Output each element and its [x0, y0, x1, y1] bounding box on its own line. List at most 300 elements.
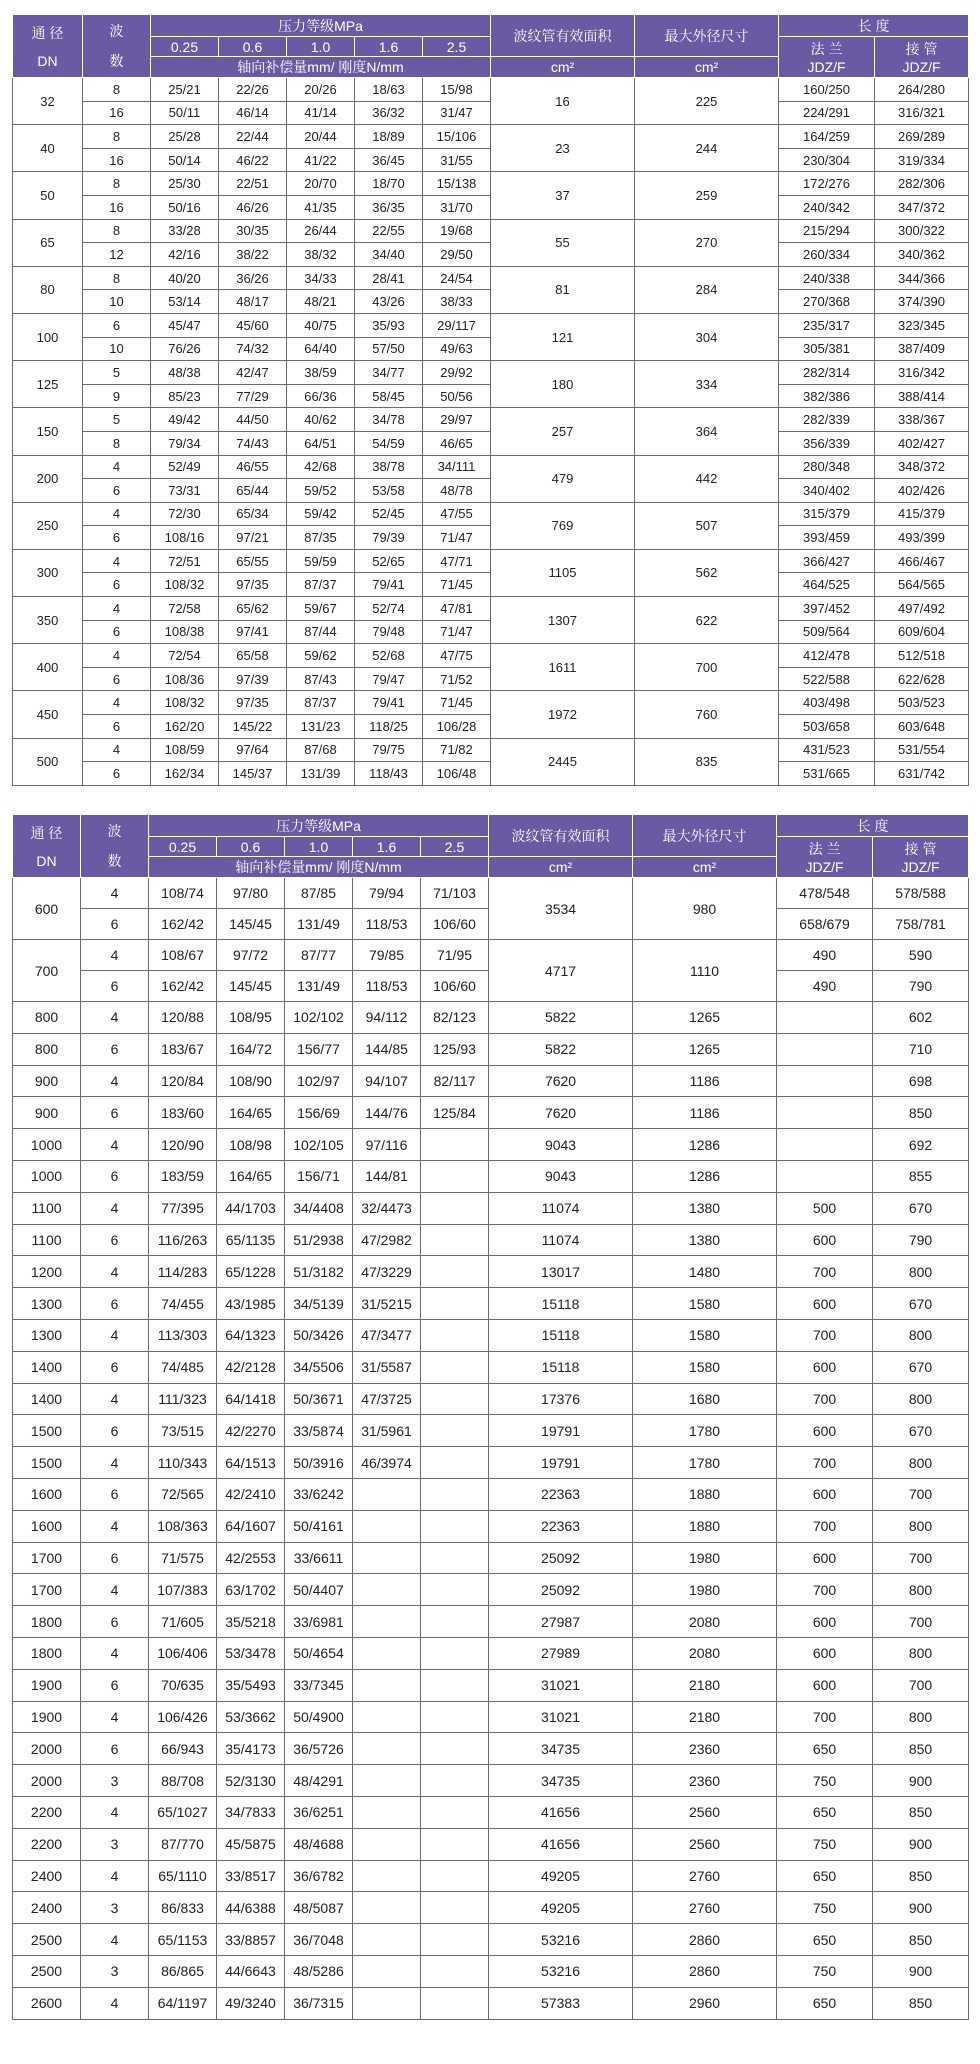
comp-stiffness-cell — [421, 1160, 489, 1192]
od-cell: 1380 — [633, 1224, 777, 1256]
table-row — [13, 78, 969, 102]
comp-stiffness-cell: 65/1027 — [149, 1796, 217, 1828]
table-row — [13, 1002, 969, 1034]
comp-stiffness-cell: 79/75 — [355, 738, 423, 762]
comp-stiffness-cell: 82/117 — [421, 1065, 489, 1097]
table-row — [13, 1574, 969, 1606]
waves-cell: 4 — [81, 1129, 149, 1161]
comp-stiffness-cell: 48/5087 — [285, 1892, 353, 1924]
dn-cell: 80 — [13, 266, 83, 313]
waves-cell: 6 — [81, 1542, 149, 1574]
area-unit: cm² — [491, 57, 635, 78]
comp-stiffness-cell: 74/485 — [149, 1351, 217, 1383]
comp-stiffness-cell: 74/32 — [219, 337, 287, 361]
pipe-length-cell: 402/426 — [875, 479, 969, 503]
comp-stiffness-cell: 87/77 — [285, 940, 353, 971]
flange-length-cell: 270/368 — [779, 290, 875, 314]
comp-stiffness-cell — [353, 1860, 421, 1892]
comp-stiffness-cell: 34/7833 — [217, 1796, 285, 1828]
comp-stiffness-cell — [421, 1987, 489, 2019]
dn-cell: 1900 — [13, 1669, 81, 1701]
area-cell: 257 — [491, 408, 635, 455]
comp-stiffness-cell: 144/85 — [353, 1033, 421, 1065]
comp-stiffness-cell: 29/50 — [423, 243, 491, 267]
flange-length-cell — [777, 1097, 873, 1129]
comp-stiffness-cell: 18/89 — [355, 125, 423, 149]
pressure-1.6: 1.6 — [355, 37, 423, 57]
comp-stiffness-cell: 53/14 — [151, 290, 219, 314]
waves-cell: 6 — [81, 1415, 149, 1447]
comp-stiffness-cell: 97/72 — [217, 940, 285, 971]
flange-length-cell: 397/452 — [779, 597, 875, 621]
dn-cell: 1000 — [13, 1129, 81, 1161]
comp-stiffness-cell: 118/25 — [355, 715, 423, 739]
comp-stiffness-cell: 41/14 — [287, 101, 355, 125]
area-cell: 9043 — [489, 1160, 633, 1192]
comp-stiffness-cell: 53/3662 — [217, 1701, 285, 1733]
comp-stiffness-cell: 42/2553 — [217, 1542, 285, 1574]
pipe-length-cell: 282/306 — [875, 172, 969, 196]
flange-length-cell: 382/386 — [779, 384, 875, 408]
dn-cell: 200 — [13, 455, 83, 502]
pipe-length-cell: 800 — [873, 1574, 969, 1606]
pipe-length-cell: 800 — [873, 1447, 969, 1479]
area-cell: 4717 — [489, 940, 633, 1002]
comp-stiffness-cell: 35/4173 — [217, 1733, 285, 1765]
comp-stiffness-cell — [353, 1828, 421, 1860]
table-row — [13, 1033, 969, 1065]
comp-stiffness-cell: 29/92 — [423, 361, 491, 385]
od-cell: 1780 — [633, 1447, 777, 1479]
comp-stiffness-cell: 50/16 — [151, 195, 219, 219]
comp-stiffness-cell: 79/85 — [353, 940, 421, 971]
comp-stiffness-cell: 97/41 — [219, 620, 287, 644]
comp-stiffness-cell: 15/106 — [423, 125, 491, 149]
area-cell: 53216 — [489, 1924, 633, 1956]
od-cell: 1680 — [633, 1383, 777, 1415]
pipe-length-cell: 503/523 — [875, 691, 969, 715]
waves-cell: 6 — [83, 715, 151, 739]
comp-stiffness-cell: 30/35 — [219, 219, 287, 243]
pipe-header: 接 管 JDZ/F — [875, 37, 969, 78]
waves-cell: 10 — [83, 290, 151, 314]
area-cell: 19791 — [489, 1447, 633, 1479]
dn-cell: 1500 — [13, 1415, 81, 1447]
pressure-1.6: 1.6 — [353, 837, 421, 857]
pressure-header: 压力等级MPa — [149, 815, 489, 837]
flange-length-cell: 700 — [777, 1510, 873, 1542]
flange-length-cell: 260/334 — [779, 243, 875, 267]
comp-stiffness-cell: 183/67 — [149, 1033, 217, 1065]
table-row — [13, 1447, 969, 1479]
comp-stiffness-cell: 36/35 — [355, 195, 423, 219]
flange-length-cell: 650 — [777, 1987, 873, 2019]
comp-stiffness-cell — [353, 1892, 421, 1924]
comp-stiffness-cell: 108/363 — [149, 1510, 217, 1542]
waves-cell: 4 — [81, 1701, 149, 1733]
pipe-length-cell: 670 — [873, 1415, 969, 1447]
compensation-stiffness-header: 轴向补偿量mm/ 刚度N/mm — [151, 57, 491, 78]
waves-cell: 16 — [83, 101, 151, 125]
flange-length-cell: 224/291 — [779, 101, 875, 125]
comp-stiffness-cell: 113/303 — [149, 1319, 217, 1351]
area-cell: 81 — [491, 266, 635, 313]
comp-stiffness-cell: 36/6251 — [285, 1796, 353, 1828]
comp-stiffness-cell: 22/55 — [355, 219, 423, 243]
comp-stiffness-cell: 86/833 — [149, 1892, 217, 1924]
area-cell: 17376 — [489, 1383, 633, 1415]
od-cell: 284 — [635, 266, 779, 313]
od-cell: 270 — [635, 219, 779, 266]
comp-stiffness-cell: 47/71 — [423, 549, 491, 573]
waves-cell: 5 — [83, 408, 151, 432]
comp-stiffness-cell: 114/283 — [149, 1256, 217, 1288]
comp-stiffness-cell: 52/65 — [355, 549, 423, 573]
comp-stiffness-cell: 120/84 — [149, 1065, 217, 1097]
area-cell: 27989 — [489, 1637, 633, 1669]
pipe-length-cell: 900 — [873, 1765, 969, 1797]
od-cell: 259 — [635, 172, 779, 219]
flange-length-cell: 240/338 — [779, 266, 875, 290]
comp-stiffness-cell: 125/84 — [421, 1097, 489, 1129]
flange-length-cell: 230/304 — [779, 148, 875, 172]
flange-length-cell: 522/588 — [779, 667, 875, 691]
flange-length-cell: 600 — [777, 1288, 873, 1320]
comp-stiffness-cell: 31/70 — [423, 195, 491, 219]
compensation-stiffness-header: 轴向补偿量mm/ 刚度N/mm — [149, 857, 489, 878]
area-cell: 31021 — [489, 1701, 633, 1733]
comp-stiffness-cell: 51/3182 — [285, 1256, 353, 1288]
table-2-body — [13, 878, 969, 2020]
comp-stiffness-cell: 76/26 — [151, 337, 219, 361]
pipe-length-cell: 850 — [873, 1924, 969, 1956]
comp-stiffness-cell: 162/42 — [149, 909, 217, 940]
comp-stiffness-cell: 156/71 — [285, 1160, 353, 1192]
waves-cell: 4 — [83, 644, 151, 668]
od-unit: cm² — [635, 57, 779, 78]
pressure-1.0: 1.0 — [285, 837, 353, 857]
comp-stiffness-cell: 38/59 — [287, 361, 355, 385]
comp-stiffness-cell: 22/51 — [219, 172, 287, 196]
pipe-length-cell: 850 — [873, 1796, 969, 1828]
comp-stiffness-cell: 64/51 — [287, 431, 355, 455]
flange-length-cell — [777, 1002, 873, 1034]
area-cell: 13017 — [489, 1256, 633, 1288]
comp-stiffness-cell: 102/102 — [285, 1002, 353, 1034]
comp-stiffness-cell — [421, 1224, 489, 1256]
flange-length-cell: 600 — [777, 1351, 873, 1383]
comp-stiffness-cell: 162/34 — [151, 762, 219, 786]
table-row — [13, 1351, 969, 1383]
dn-cell: 1700 — [13, 1574, 81, 1606]
pipe-length-cell: 800 — [873, 1319, 969, 1351]
area-cell: 7620 — [489, 1097, 633, 1129]
comp-stiffness-cell: 42/2270 — [217, 1415, 285, 1447]
od-header: 最大外径尺寸 — [635, 15, 779, 57]
flange-length-cell: 305/381 — [779, 337, 875, 361]
comp-stiffness-cell — [421, 1765, 489, 1797]
od-cell: 2760 — [633, 1860, 777, 1892]
waves-cell: 6 — [81, 1033, 149, 1065]
area-cell: 34735 — [489, 1765, 633, 1797]
pipe-length-cell: 348/372 — [875, 455, 969, 479]
pressure-0.6: 0.6 — [217, 837, 285, 857]
od-cell: 1980 — [633, 1542, 777, 1574]
dn-cell: 50 — [13, 172, 83, 219]
comp-stiffness-cell: 25/30 — [151, 172, 219, 196]
flange-length-cell: 650 — [777, 1924, 873, 1956]
pressure-header: 压力等级MPa — [151, 15, 491, 37]
comp-stiffness-cell: 131/49 — [285, 909, 353, 940]
flange-length-cell: 600 — [777, 1478, 873, 1510]
area-cell: 41656 — [489, 1828, 633, 1860]
comp-stiffness-cell: 145/37 — [219, 762, 287, 786]
comp-stiffness-cell: 144/81 — [353, 1160, 421, 1192]
comp-stiffness-cell: 48/5286 — [285, 1955, 353, 1987]
comp-stiffness-cell: 71/45 — [423, 691, 491, 715]
comp-stiffness-cell: 106/406 — [149, 1637, 217, 1669]
comp-stiffness-cell: 164/65 — [217, 1160, 285, 1192]
comp-stiffness-cell: 66/943 — [149, 1733, 217, 1765]
pressure-2.5: 2.5 — [423, 37, 491, 57]
comp-stiffness-cell: 94/112 — [353, 1002, 421, 1034]
pressure-0.25: 0.25 — [149, 837, 217, 857]
comp-stiffness-cell: 71/52 — [423, 667, 491, 691]
comp-stiffness-cell: 34/111 — [423, 455, 491, 479]
pipe-length-cell: 340/362 — [875, 243, 969, 267]
od-cell: 2080 — [633, 1606, 777, 1638]
waves-cell: 4 — [81, 1637, 149, 1669]
area-cell: 1307 — [491, 597, 635, 644]
comp-stiffness-cell: 108/98 — [217, 1129, 285, 1161]
flange-length-cell: 700 — [777, 1701, 873, 1733]
comp-stiffness-cell: 59/42 — [287, 502, 355, 526]
comp-stiffness-cell: 65/1135 — [217, 1224, 285, 1256]
waves-cell: 6 — [81, 1224, 149, 1256]
dn-cell: 250 — [13, 502, 83, 549]
pipe-length-cell: 700 — [873, 1542, 969, 1574]
area-cell: 19791 — [489, 1415, 633, 1447]
area-cell: 1105 — [491, 549, 635, 596]
flange-length-cell: 280/348 — [779, 455, 875, 479]
waves-cell: 6 — [81, 909, 149, 940]
comp-stiffness-cell: 40/20 — [151, 266, 219, 290]
table-row — [13, 1637, 969, 1669]
comp-stiffness-cell: 65/44 — [219, 479, 287, 503]
comp-stiffness-cell: 110/343 — [149, 1447, 217, 1479]
area-cell: 49205 — [489, 1892, 633, 1924]
comp-stiffness-cell: 45/60 — [219, 313, 287, 337]
area-cell: 15118 — [489, 1288, 633, 1320]
table-row — [13, 1606, 969, 1638]
flange-length-cell: 478/548 — [777, 878, 873, 909]
table-row — [13, 1097, 969, 1129]
pipe-length-cell: 800 — [873, 1510, 969, 1542]
dn-cell: 2000 — [13, 1765, 81, 1797]
dn-cell: 1300 — [13, 1288, 81, 1320]
comp-stiffness-cell — [421, 1129, 489, 1161]
comp-stiffness-cell — [421, 1574, 489, 1606]
area-cell: 11074 — [489, 1192, 633, 1224]
od-cell: 2180 — [633, 1701, 777, 1733]
comp-stiffness-cell: 48/17 — [219, 290, 287, 314]
od-cell: 1780 — [633, 1415, 777, 1447]
comp-stiffness-cell: 120/90 — [149, 1129, 217, 1161]
comp-stiffness-cell — [421, 1192, 489, 1224]
table-row — [13, 1860, 969, 1892]
table-row — [13, 1828, 969, 1860]
comp-stiffness-cell: 22/26 — [219, 78, 287, 102]
comp-stiffness-cell: 32/4473 — [353, 1192, 421, 1224]
table-row — [13, 1319, 969, 1351]
dn-cell: 32 — [13, 78, 83, 125]
comp-stiffness-cell: 41/22 — [287, 148, 355, 172]
flange-length-cell: 366/427 — [779, 549, 875, 573]
pipe-length-cell: 900 — [873, 1828, 969, 1860]
od-cell: 1380 — [633, 1192, 777, 1224]
comp-stiffness-cell: 145/45 — [217, 971, 285, 1002]
dn-cell: 1800 — [13, 1606, 81, 1638]
comp-stiffness-cell: 36/45 — [355, 148, 423, 172]
pipe-length-cell: 493/399 — [875, 526, 969, 550]
comp-stiffness-cell — [421, 1447, 489, 1479]
pipe-length-cell: 850 — [873, 1860, 969, 1892]
flange-length-cell: 282/339 — [779, 408, 875, 432]
od-cell: 2960 — [633, 1987, 777, 2019]
flange-length-cell: 650 — [777, 1733, 873, 1765]
comp-stiffness-cell: 49/63 — [423, 337, 491, 361]
comp-stiffness-cell: 46/26 — [219, 195, 287, 219]
pipe-length-cell: 692 — [873, 1129, 969, 1161]
waves-cell: 6 — [83, 313, 151, 337]
waves-cell: 6 — [81, 1097, 149, 1129]
dn-cell: 350 — [13, 597, 83, 644]
dn-cell: 800 — [13, 1002, 81, 1034]
comp-stiffness-cell: 49/3240 — [217, 1987, 285, 2019]
table-row — [13, 219, 969, 243]
comp-stiffness-cell: 97/35 — [219, 573, 287, 597]
comp-stiffness-cell — [421, 1256, 489, 1288]
comp-stiffness-cell: 34/5139 — [285, 1288, 353, 1320]
area-cell: 1611 — [491, 644, 635, 691]
comp-stiffness-cell: 131/23 — [287, 715, 355, 739]
table-row — [13, 1892, 969, 1924]
flange-length-cell: 403/498 — [779, 691, 875, 715]
comp-stiffness-cell: 131/49 — [285, 971, 353, 1002]
comp-stiffness-cell: 45/5875 — [217, 1828, 285, 1860]
comp-stiffness-cell: 108/95 — [217, 1002, 285, 1034]
od-cell: 1186 — [633, 1097, 777, 1129]
dn-cell: 1700 — [13, 1542, 81, 1574]
dn-cell: 2000 — [13, 1733, 81, 1765]
comp-stiffness-cell: 47/81 — [423, 597, 491, 621]
pipe-length-cell: 512/518 — [875, 644, 969, 668]
dn-cell: 1400 — [13, 1351, 81, 1383]
od-unit: cm² — [633, 857, 777, 878]
flange-length-cell: 509/564 — [779, 620, 875, 644]
bellows-spec-table-2 — [12, 814, 969, 2020]
waves-cell: 4 — [83, 455, 151, 479]
table-row — [13, 313, 969, 337]
waves-cell: 10 — [83, 337, 151, 361]
comp-stiffness-cell: 73/515 — [149, 1415, 217, 1447]
flange-length-cell: 600 — [777, 1542, 873, 1574]
flange-length-cell: 700 — [777, 1447, 873, 1479]
waves-cell: 6 — [81, 1160, 149, 1192]
dn-cell: 1500 — [13, 1447, 81, 1479]
flange-length-cell: 412/478 — [779, 644, 875, 668]
flange-length-cell: 490 — [777, 971, 873, 1002]
table-row — [13, 597, 969, 621]
flange-length-cell: 700 — [777, 1319, 873, 1351]
comp-stiffness-cell: 31/5587 — [353, 1351, 421, 1383]
pipe-length-cell: 578/588 — [873, 878, 969, 909]
pipe-length-cell: 402/427 — [875, 431, 969, 455]
pipe-length-cell: 800 — [873, 1383, 969, 1415]
pipe-length-cell: 590 — [873, 940, 969, 971]
od-cell: 1286 — [633, 1129, 777, 1161]
comp-stiffness-cell: 87/85 — [285, 878, 353, 909]
comp-stiffness-cell: 51/2938 — [285, 1224, 353, 1256]
waves-cell: 4 — [81, 1192, 149, 1224]
table-row — [13, 1129, 969, 1161]
comp-stiffness-cell: 183/59 — [149, 1160, 217, 1192]
comp-stiffness-cell: 33/7345 — [285, 1669, 353, 1701]
comp-stiffness-cell: 59/67 — [287, 597, 355, 621]
comp-stiffness-cell: 48/21 — [287, 290, 355, 314]
od-cell: 2360 — [633, 1765, 777, 1797]
dn-cell: 700 — [13, 940, 81, 1002]
comp-stiffness-cell: 57/50 — [355, 337, 423, 361]
waves-cell: 8 — [83, 78, 151, 102]
comp-stiffness-cell: 52/45 — [355, 502, 423, 526]
comp-stiffness-cell: 87/35 — [287, 526, 355, 550]
waves-cell: 6 — [81, 1733, 149, 1765]
pipe-length-cell: 800 — [873, 1701, 969, 1733]
od-cell: 304 — [635, 313, 779, 360]
comp-stiffness-cell: 46/22 — [219, 148, 287, 172]
od-cell: 1580 — [633, 1351, 777, 1383]
flange-length-cell: 240/342 — [779, 195, 875, 219]
waves-cell: 6 — [83, 479, 151, 503]
comp-stiffness-cell: 29/117 — [423, 313, 491, 337]
comp-stiffness-cell: 42/47 — [219, 361, 287, 385]
table-row — [13, 1065, 969, 1097]
pipe-length-cell: 374/390 — [875, 290, 969, 314]
comp-stiffness-cell: 106/60 — [421, 971, 489, 1002]
table-row — [13, 502, 969, 526]
flange-length-cell: 431/523 — [779, 738, 875, 762]
table-row — [13, 125, 969, 149]
dn-cell: 900 — [13, 1065, 81, 1097]
area-cell: 11074 — [489, 1224, 633, 1256]
comp-stiffness-cell: 71/95 — [421, 940, 489, 971]
od-cell: 2560 — [633, 1796, 777, 1828]
comp-stiffness-cell: 65/1228 — [217, 1256, 285, 1288]
comp-stiffness-cell: 64/1323 — [217, 1319, 285, 1351]
pressure-1.0: 1.0 — [287, 37, 355, 57]
table-row — [13, 738, 969, 762]
comp-stiffness-cell: 59/52 — [287, 479, 355, 503]
comp-stiffness-cell: 87/770 — [149, 1828, 217, 1860]
comp-stiffness-cell — [353, 1606, 421, 1638]
od-cell: 1110 — [633, 940, 777, 1002]
comp-stiffness-cell: 38/32 — [287, 243, 355, 267]
pipe-length-cell: 316/321 — [875, 101, 969, 125]
comp-stiffness-cell: 72/565 — [149, 1478, 217, 1510]
comp-stiffness-cell: 33/6981 — [285, 1606, 353, 1638]
flange-length-cell: 164/259 — [779, 125, 875, 149]
